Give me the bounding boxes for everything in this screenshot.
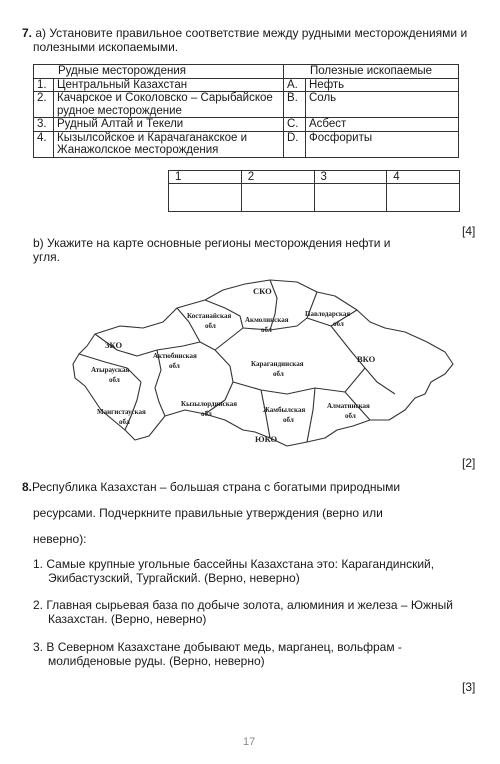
answer-cell-2[interactable] bbox=[241, 184, 314, 212]
item-text-line2: Казахстан. (Верно, неверно) bbox=[48, 612, 207, 626]
map-label-zhambyl: Жамбылская bbox=[263, 406, 306, 414]
svg-text:обл: обл bbox=[169, 362, 180, 370]
svg-text:обл: обл bbox=[283, 416, 294, 424]
deposit-cell: Качарское и Соколовско – Сарыбайское рудное месторождение bbox=[54, 92, 284, 118]
mineral-cell: Асбест bbox=[306, 118, 459, 132]
svg-text:обл: обл bbox=[201, 410, 212, 418]
q7-heading bbox=[22, 26, 482, 40]
item-text-line1: В Северном Казахстане добывают медь, марганец, вольфрам - bbox=[46, 640, 402, 654]
letter-cell: C. bbox=[284, 118, 306, 132]
q8-intro-line2: ресурсами. Подчеркните правильные утверждения (верно или bbox=[33, 506, 383, 520]
q7-part-a-text-line2: полезными ископаемыми. bbox=[33, 40, 179, 54]
table-row bbox=[34, 92, 459, 118]
q8-number: 8. bbox=[22, 480, 33, 494]
letter-cell: B. bbox=[284, 92, 306, 118]
row-number: 4. bbox=[34, 131, 54, 157]
q8-intro-line3: неверно): bbox=[33, 532, 87, 546]
item-number: 2. bbox=[33, 598, 44, 612]
svg-text:обл: обл bbox=[273, 370, 284, 378]
answer-header: 1 bbox=[169, 171, 242, 184]
header-deposits: Рудные месторождения bbox=[34, 65, 284, 79]
q8-intro bbox=[22, 480, 482, 494]
mineral-cell: Соль bbox=[306, 92, 459, 118]
item-text-line2: молибденовые руды. (Верно, неверно) bbox=[48, 654, 265, 668]
item-text-line1: Самые крупные угольные бассейны Казахстана это: Карагандинский, bbox=[46, 557, 435, 571]
page-number: 17 bbox=[243, 736, 256, 748]
row-number: 1. bbox=[34, 78, 54, 92]
item-text-line2: Экибастузский, Тургайский. (Верно, неверно) bbox=[48, 571, 300, 585]
map-label-aktobe: Актюбинская bbox=[153, 352, 197, 360]
deposit-cell: Кызылсойское и Карачаганакское и Жанажолское месторождения bbox=[54, 131, 284, 157]
table-row bbox=[34, 131, 459, 157]
q7-score-b: [2] bbox=[462, 456, 476, 470]
mineral-cell: Фосфориты bbox=[306, 131, 459, 157]
map-label-pavlodar: Павлодарская bbox=[305, 310, 351, 318]
answer-table bbox=[168, 170, 460, 212]
item-text-line1: Главная сырьевая база по добыче золота, алюминия и железа – Южный bbox=[46, 598, 453, 612]
svg-text:обл: обл bbox=[205, 322, 216, 330]
item-number: 1. bbox=[33, 557, 44, 571]
map-label-sko: СКО bbox=[253, 286, 272, 296]
kazakhstan-map bbox=[65, 270, 465, 460]
answer-input-row bbox=[169, 184, 460, 212]
map-label-kyzylorda: Кызылординская bbox=[181, 400, 237, 408]
q7-score-a: [4] bbox=[462, 224, 476, 238]
q8-intro-line1: Республика Казахстан – большая страна с богатыми природными bbox=[32, 480, 401, 494]
map-label-karaganda: Карагандинская bbox=[251, 360, 304, 368]
svg-text:обл: обл bbox=[109, 376, 120, 384]
answer-cell-3[interactable] bbox=[314, 184, 387, 212]
letter-cell: A. bbox=[284, 78, 306, 92]
map-label-vko: ВКО bbox=[357, 354, 376, 364]
answer-header: 2 bbox=[241, 171, 314, 184]
answer-header-row bbox=[169, 171, 460, 184]
deposit-cell: Рудный Алтай и Текели bbox=[54, 118, 284, 132]
map-label-atyrau: Атырауская bbox=[91, 366, 130, 374]
q8-item-3 bbox=[33, 640, 473, 668]
item-number: 3. bbox=[33, 640, 44, 654]
svg-text:обл: обл bbox=[333, 320, 344, 328]
deposit-cell: Центральный Казахстан bbox=[54, 78, 284, 92]
svg-text:обл: обл bbox=[345, 412, 356, 420]
header-minerals: Полезные ископаемые bbox=[284, 65, 459, 79]
answer-header: 3 bbox=[314, 171, 387, 184]
q8-item-1 bbox=[33, 557, 473, 585]
map-label-kostanay: Костанайская bbox=[187, 312, 232, 320]
answer-cell-1[interactable] bbox=[169, 184, 242, 212]
q7-part-b-text-line2: угля. bbox=[33, 250, 60, 264]
svg-text:обл: обл bbox=[119, 418, 130, 426]
matching-table-header bbox=[34, 65, 459, 79]
map-label-zko: ЗКО bbox=[105, 340, 123, 350]
svg-text:обл: обл bbox=[261, 326, 272, 334]
answer-cell-4[interactable] bbox=[387, 184, 460, 212]
q7-part-a-text: a) Установите правильное соответствие между рудными месторождениями и bbox=[35, 26, 468, 40]
q8-item-2 bbox=[33, 598, 473, 626]
answer-header: 4 bbox=[387, 171, 460, 184]
q7-number: 7. bbox=[22, 26, 33, 40]
row-number: 2. bbox=[34, 92, 54, 118]
map-label-yuko: ЮКО bbox=[255, 434, 278, 444]
table-row bbox=[34, 118, 459, 132]
row-number: 3. bbox=[34, 118, 54, 132]
mineral-cell: Нефть bbox=[306, 78, 459, 92]
q8-score: [3] bbox=[462, 680, 476, 694]
map-label-mangystau: Мангистауская bbox=[97, 408, 146, 416]
matching-table bbox=[33, 64, 459, 158]
table-row bbox=[34, 78, 459, 92]
map-label-almaty: Алматинская bbox=[327, 402, 370, 410]
map-label-akmola: Акмолинская bbox=[245, 316, 289, 324]
letter-cell: D. bbox=[284, 131, 306, 157]
q7-part-b-text: b) Укажите на карте основные регионы месторождения нефти и bbox=[33, 236, 391, 250]
